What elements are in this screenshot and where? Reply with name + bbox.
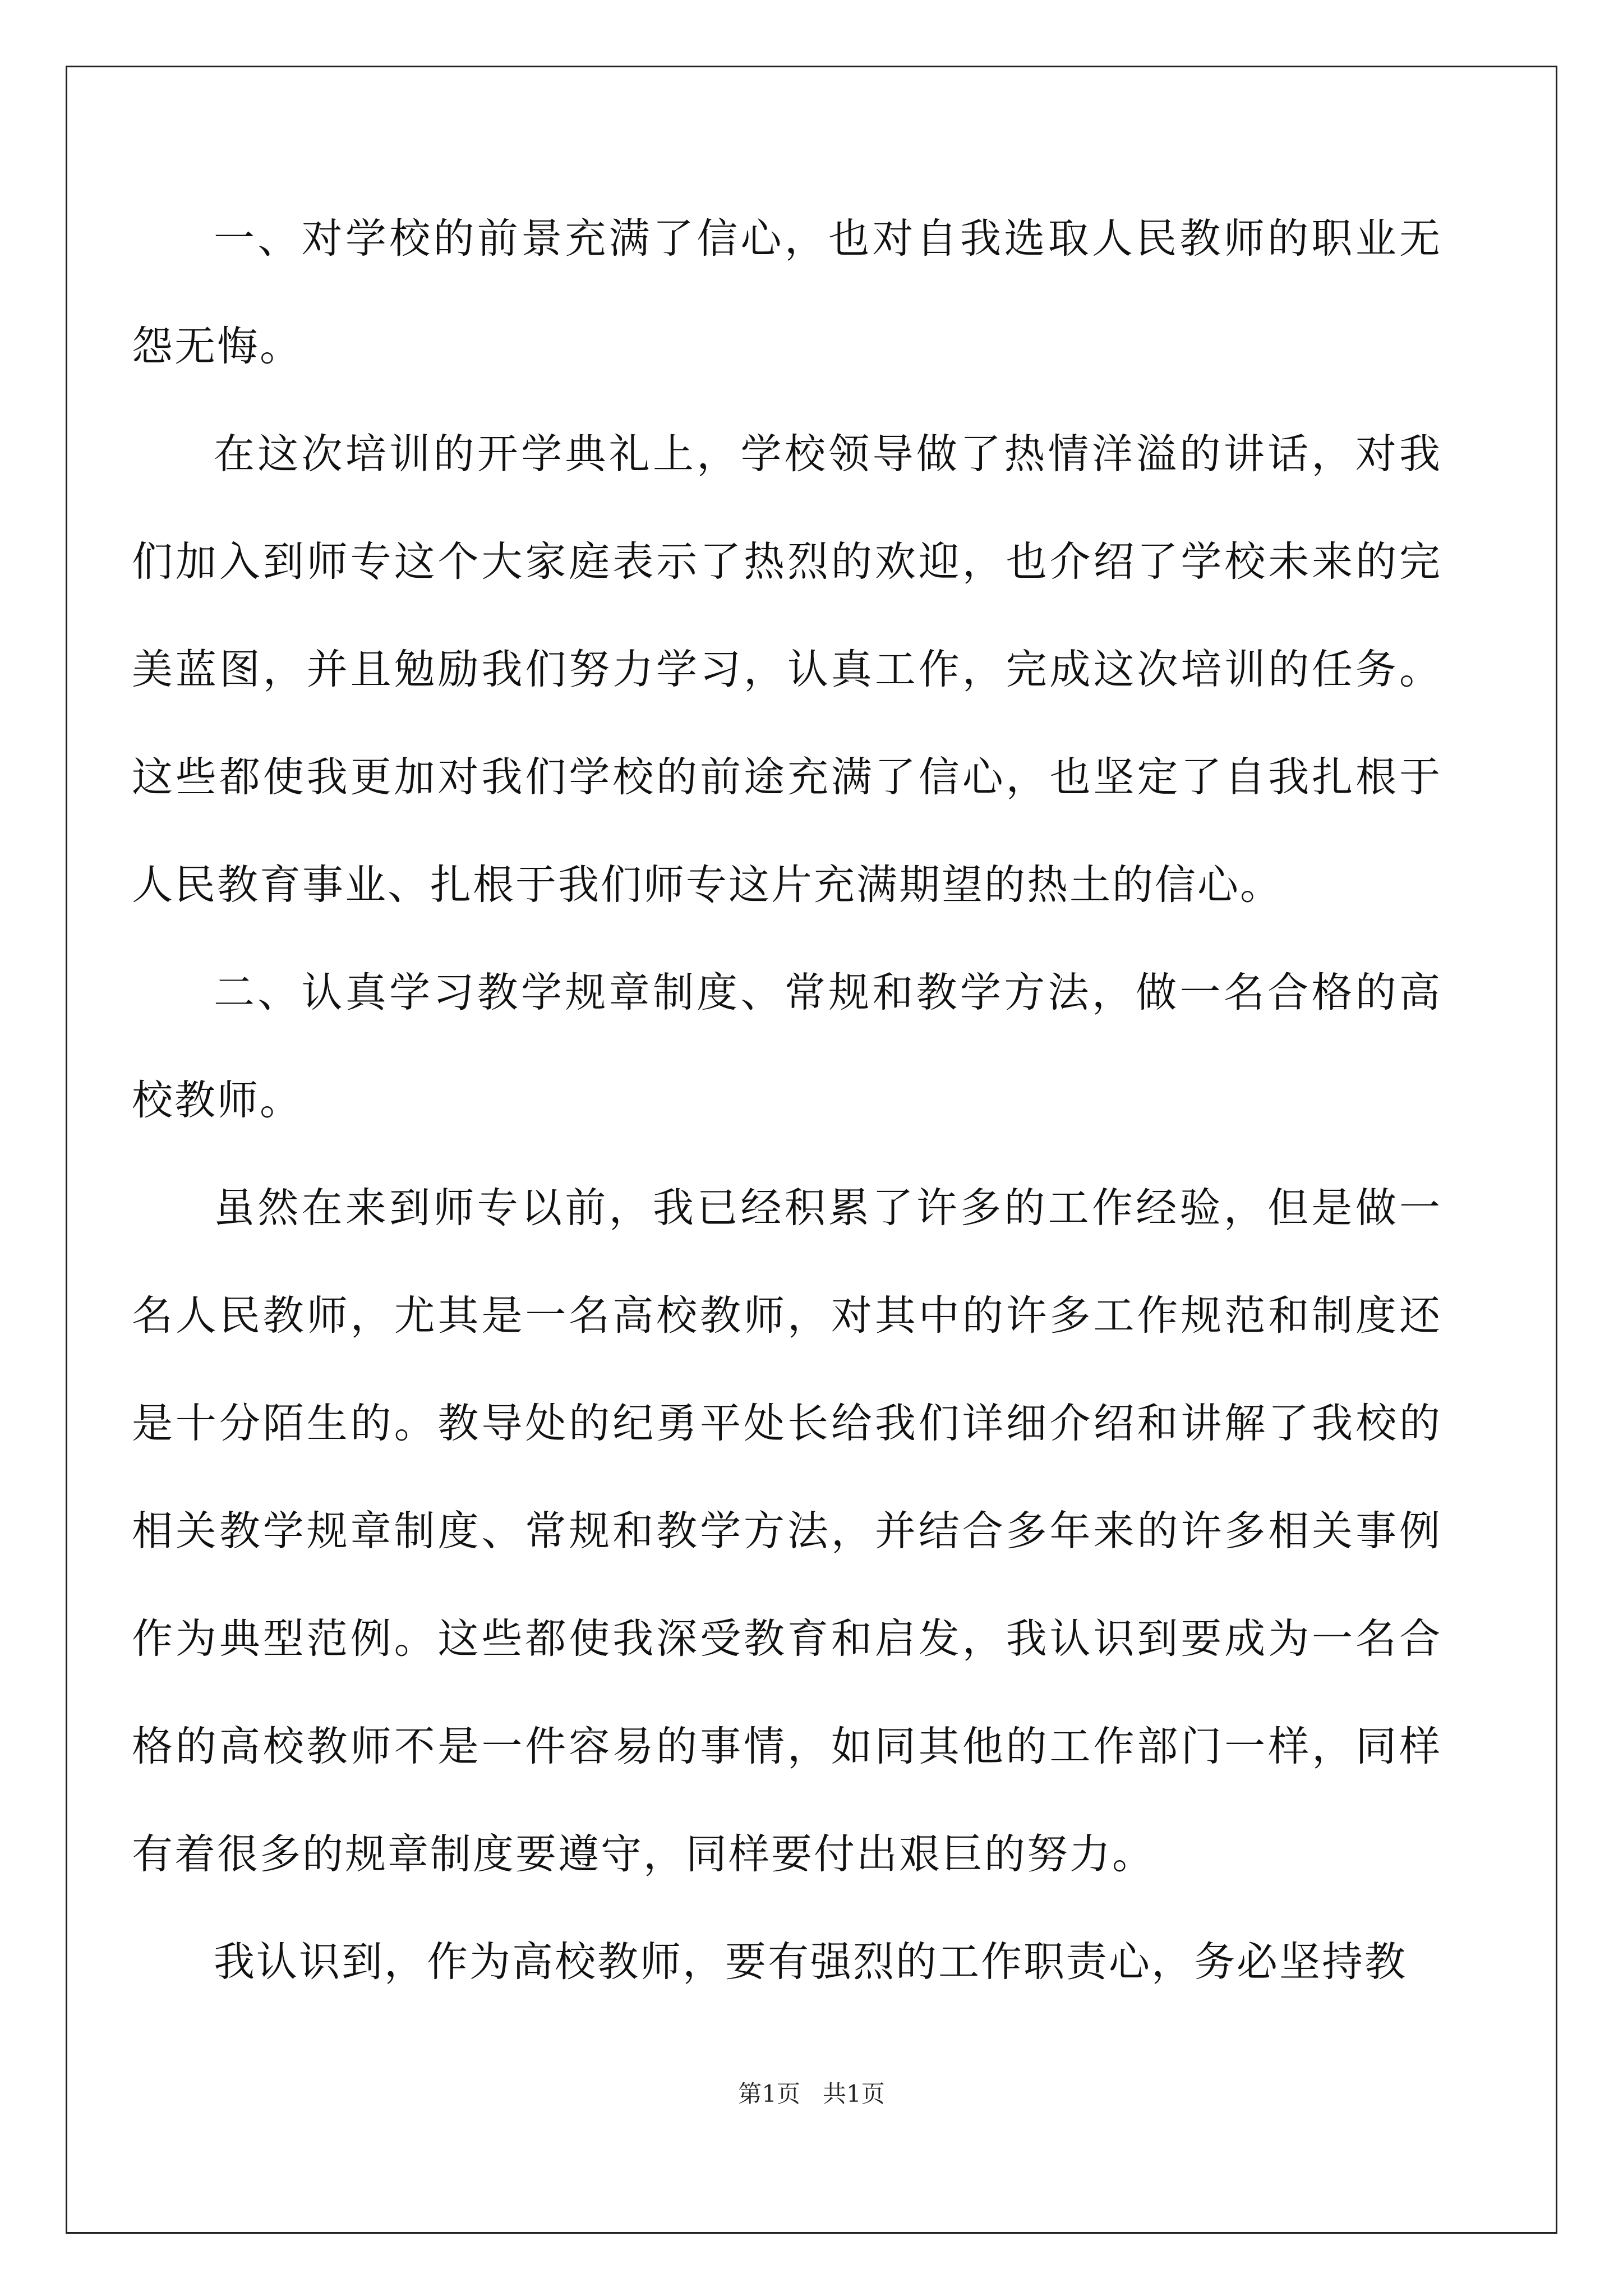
page-footer <box>0 2076 1623 2109</box>
paragraph-5: 我认识到，作为高校教师，要有强烈的工作职责心，务必坚持教 <box>214 1938 1407 1986</box>
document-body <box>132 185 1442 2016</box>
page-number: 第1页 <box>738 2080 800 2108</box>
paragraph-1: 一、对学校的前景充满了信心，也对自我选取人民教师的职业无怨无悔。 <box>132 215 1442 370</box>
page-total: 共1页 <box>823 2080 885 2108</box>
paragraph-2: 在这次培训的开学典礼上，学校领导做了热情洋溢的讲话，对我们加入到师专这个大家庭表示了热烈的欢迎，也介绍了学校未来的完美蓝图，并且勉励我们努力学习，认真工作，完成这次培训的任务。这些都使我更加对我们学校的前途充满了信心，也坚定了自我扎根于人民教育事业、扎根于我们师专这片充满期望的热土的信心。 <box>132 430 1442 909</box>
paragraph-3: 二、认真学习教学规章制度、常规和教学方法，做一名合格的高校教师。 <box>132 969 1442 1124</box>
paragraph-4: 虽然在来到师专以前，我已经积累了许多的工作经验，但是做一名人民教师，尤其是一名高校教师，对其中的许多工作规范和制度还是十分陌生的。教导处的纪勇平处长给我们详细介绍和讲解了我校的相关教学规章制度、常规和教学方法，并结合多年来的许多相关事例作为典型范例。这些都使我深受教育和启发，我认识到要成为一名合格的高校教师不是一件容易的事情，如同其他的工作部门一样，同样有着很多的规章制度要遵守，同样要付出艰巨的努力。 <box>132 1184 1442 1878</box>
